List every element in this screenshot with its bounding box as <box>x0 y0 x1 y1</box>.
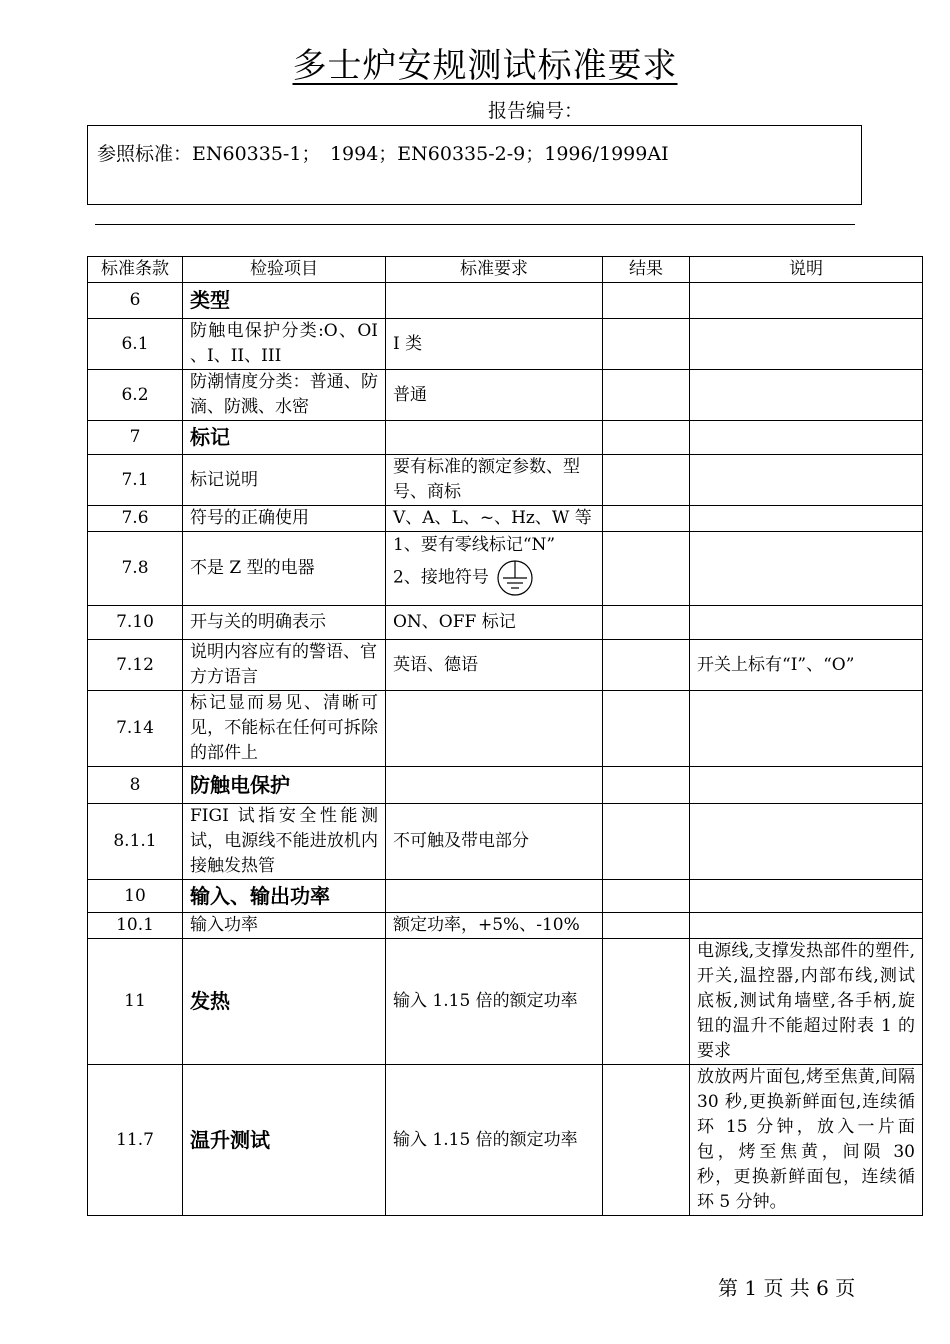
clause-cell: 7.8 <box>88 532 183 606</box>
table-header-row <box>88 257 923 283</box>
note-cell: 开关上标有“I”、“O” <box>690 640 923 691</box>
note-cell <box>690 421 923 455</box>
note-cell: 放放两片面包,烤至焦黄,间隔 30 秒,更换新鲜面包,连续循环 15 分钟，放入一片面包，烤至焦黄，间陨 30 秒，更换新鲜面包，连续循环 5 分钟。 <box>690 1065 923 1216</box>
result-cell <box>603 506 690 532</box>
item-cell: 发热 <box>183 939 386 1065</box>
result-cell <box>603 691 690 767</box>
requirement-cell: V、A、L、~、Hz、W 等 <box>386 506 603 532</box>
note-cell <box>690 606 923 640</box>
result-cell <box>603 880 690 913</box>
item-cell: 类型 <box>183 283 386 319</box>
table-row <box>88 319 923 370</box>
table-row <box>88 455 923 506</box>
requirement-line-1: 1、要有零线标记“N” <box>393 535 556 555</box>
result-cell <box>603 370 690 421</box>
result-cell <box>603 606 690 640</box>
header-note: 说明 <box>690 257 923 283</box>
note-cell <box>690 913 923 939</box>
divider <box>95 224 855 225</box>
item-cell: 开与关的明确表示 <box>183 606 386 640</box>
requirement-cell: 输入 1.15 倍的额定功率 <box>386 939 603 1065</box>
result-cell <box>603 421 690 455</box>
item-cell: 温升测试 <box>183 1065 386 1216</box>
clause-cell: 11.7 <box>88 1065 183 1216</box>
item-cell: 输入、输出功率 <box>183 880 386 913</box>
page-title: 多士炉安规测试标准要求 <box>292 46 678 86</box>
note-cell <box>690 506 923 532</box>
requirement-cell: 输入 1.15 倍的额定功率 <box>386 1065 603 1216</box>
header-requirement: 标准要求 <box>386 257 603 283</box>
result-cell <box>603 532 690 606</box>
reference-standards: 参照标准：EN60335-1； 1994；EN60335-2-9；1996/1999AI <box>97 143 669 165</box>
note-cell <box>690 880 923 913</box>
note-cell <box>690 691 923 767</box>
table-row <box>88 804 923 880</box>
item-cell: 符号的正确使用 <box>183 506 386 532</box>
clause-cell: 10 <box>88 880 183 913</box>
table-row <box>88 939 923 1065</box>
table-row <box>88 421 923 455</box>
result-cell <box>603 640 690 691</box>
requirement-cell <box>386 691 603 767</box>
table-row <box>88 606 923 640</box>
header-clause: 标准条款 <box>88 257 183 283</box>
clause-cell: 11 <box>88 939 183 1065</box>
note-cell: 电源线,支撑发热部件的塑件,开关,温控器,内部布线,测试底板,测试角墙壁,各手柄,旋钮的温升不能超过附表 1 的要求 <box>690 939 923 1065</box>
header-result: 结果 <box>603 257 690 283</box>
note-cell <box>690 283 923 319</box>
ground-symbol-icon <box>495 558 535 598</box>
clause-cell: 7.14 <box>88 691 183 767</box>
requirement-cell: 普通 <box>386 370 603 421</box>
result-cell <box>603 283 690 319</box>
requirement-line-2: 2、接地符号 <box>393 567 489 588</box>
requirement-cell <box>386 767 603 804</box>
requirement-cell: 要有标准的额定参数、型号、商标 <box>386 455 603 506</box>
requirement-cell: 不可触及带电部分 <box>386 804 603 880</box>
requirement-cell <box>386 421 603 455</box>
item-cell: 防触电保护 <box>183 767 386 804</box>
header-item: 检验项目 <box>183 257 386 283</box>
clause-cell: 6.1 <box>88 319 183 370</box>
result-cell <box>603 767 690 804</box>
result-cell <box>603 319 690 370</box>
item-cell: 防触电保护分类:O、OI 、I、II、III <box>183 319 386 370</box>
table-row <box>88 691 923 767</box>
clause-cell: 7.1 <box>88 455 183 506</box>
item-cell: FIGI 试指安全性能测试，电源线不能进放机内接触发热管 <box>183 804 386 880</box>
table-row <box>88 640 923 691</box>
item-cell: 说明内容应有的警语、官方方语言 <box>183 640 386 691</box>
note-cell <box>690 804 923 880</box>
table-row <box>88 506 923 532</box>
requirement-cell <box>386 532 603 606</box>
item-cell: 标记显而易见、清晰可见，不能标在任何可拆除的部件上 <box>183 691 386 767</box>
requirement-cell: 英语、德语 <box>386 640 603 691</box>
clause-cell: 7.6 <box>88 506 183 532</box>
result-cell <box>603 913 690 939</box>
reference-box <box>87 125 862 205</box>
report-number-label: 报告编号： <box>488 100 584 122</box>
requirement-cell <box>386 880 603 913</box>
result-cell <box>603 1065 690 1216</box>
requirement-cell <box>386 283 603 319</box>
table-row <box>88 532 923 606</box>
clause-cell: 7.10 <box>88 606 183 640</box>
table-row <box>88 767 923 804</box>
table-row <box>88 370 923 421</box>
table-row <box>88 1065 923 1216</box>
item-cell: 标记说明 <box>183 455 386 506</box>
item-cell: 防潮情度分类：普通、防滴、防溅、水密 <box>183 370 386 421</box>
clause-cell: 8 <box>88 767 183 804</box>
item-cell: 输入功率 <box>183 913 386 939</box>
item-cell: 不是 Z 型的电器 <box>183 532 386 606</box>
clause-cell: 7 <box>88 421 183 455</box>
note-cell <box>690 532 923 606</box>
note-cell <box>690 767 923 804</box>
table-row <box>88 283 923 319</box>
clause-cell: 8.1.1 <box>88 804 183 880</box>
page-footer: 第 1 页 共 6 页 <box>718 1276 856 1300</box>
clause-cell: 6 <box>88 283 183 319</box>
table-row <box>88 913 923 939</box>
result-cell <box>603 455 690 506</box>
result-cell <box>603 804 690 880</box>
table-row <box>88 880 923 913</box>
item-cell: 标记 <box>183 421 386 455</box>
clause-cell: 10.1 <box>88 913 183 939</box>
clause-cell: 6.2 <box>88 370 183 421</box>
result-cell <box>603 939 690 1065</box>
requirement-cell: ON、OFF 标记 <box>386 606 603 640</box>
note-cell <box>690 370 923 421</box>
requirement-cell: 额定功率，+5%、-10% <box>386 913 603 939</box>
standards-table <box>87 256 923 1216</box>
clause-cell: 7.12 <box>88 640 183 691</box>
requirement-cell: I 类 <box>386 319 603 370</box>
note-cell <box>690 455 923 506</box>
note-cell <box>690 319 923 370</box>
